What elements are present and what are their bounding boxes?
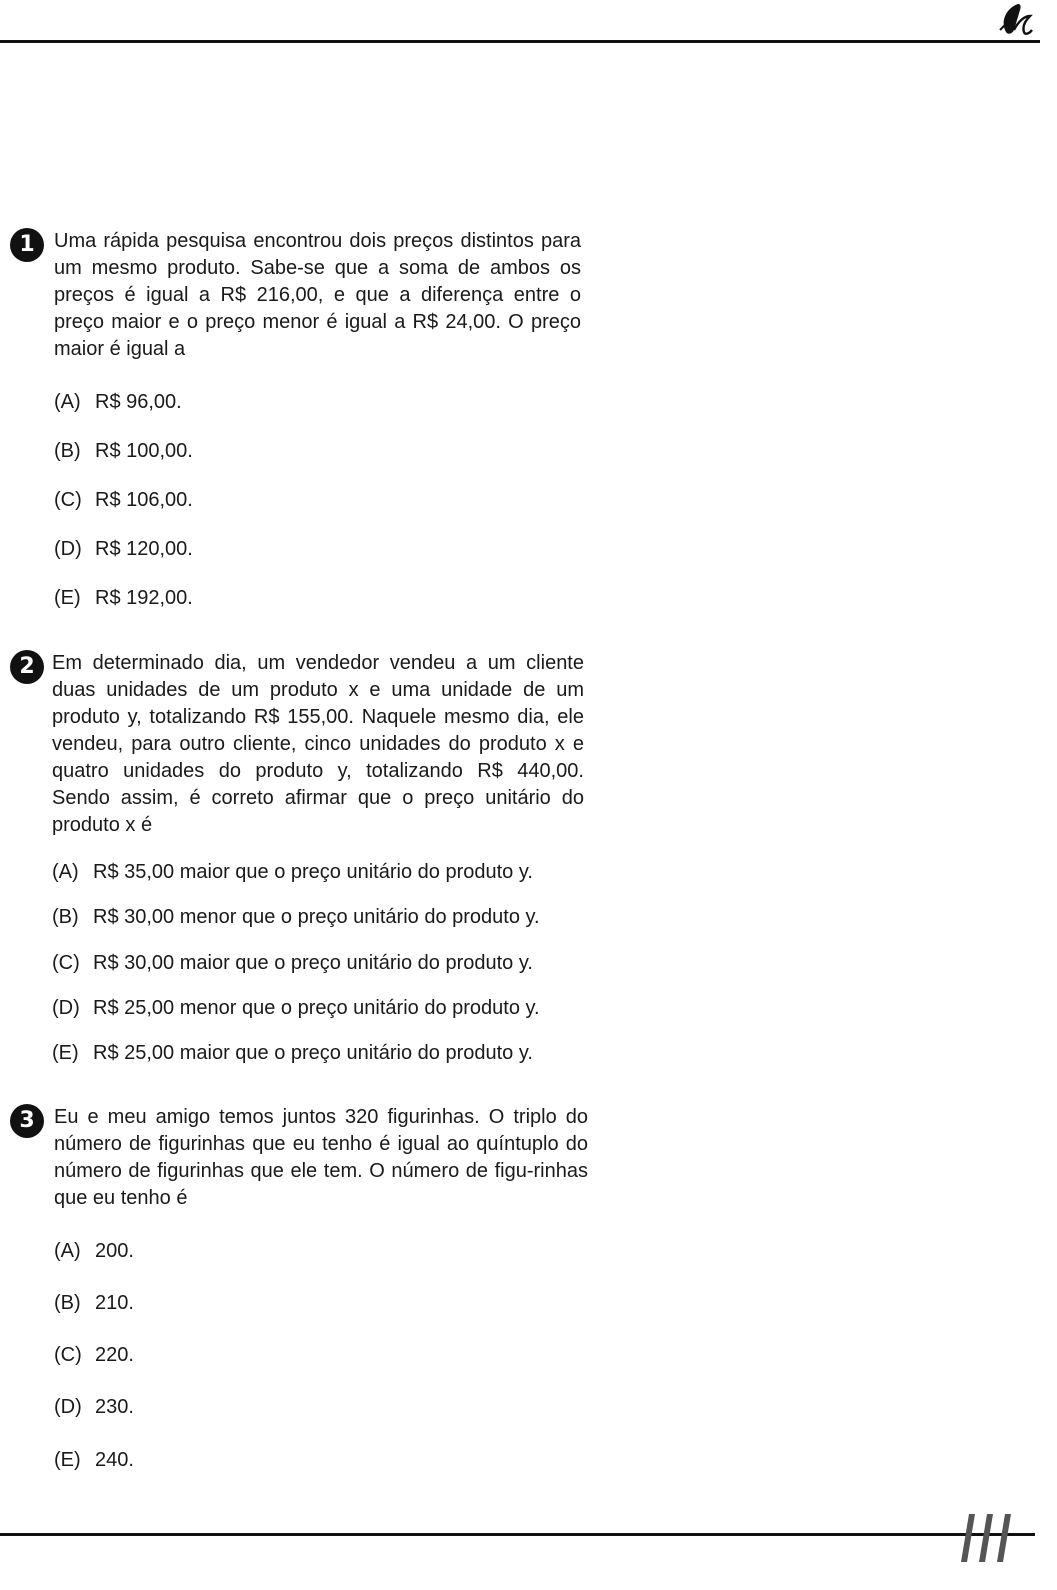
option-text: R$ 30,00 maior que o preço unitário do produto y. — [93, 952, 533, 974]
question-number-badge: 3 — [10, 1104, 44, 1138]
option-text: R$ 100,00. — [95, 440, 193, 462]
option-letter: (B) — [54, 1292, 81, 1314]
option-text: 210. — [95, 1292, 134, 1314]
option-text: R$ 106,00. — [95, 489, 193, 511]
option-text: 230. — [95, 1396, 134, 1418]
publisher-logo-icon — [994, 0, 1034, 40]
question-statement: Em determinado dia, um vendedor vendeu a um cliente duas unidades de um produto x e uma unidade de um produto y, totalizando R$ 155,00. Naquele mesmo dia, ele vendeu, para outro cliente, cinco unidades do produto x e quatro unidades do produto y, totalizando R$ 440,00. Sendo assim, é correto afirmar que o preço unitário do produto x é — [52, 652, 584, 836]
option-text: R$ 30,00 menor que o preço unitário do produto y. — [93, 906, 540, 928]
option-letter: (A) — [52, 861, 79, 883]
answer-option-a[interactable] — [52, 860, 533, 884]
option-letter: (A) — [54, 1240, 81, 1262]
footer-brand-stripes-icon — [955, 1510, 1015, 1566]
option-letter: (D) — [54, 1396, 82, 1418]
option-letter: (E) — [54, 587, 81, 609]
answer-option-b[interactable] — [52, 905, 540, 929]
option-text: R$ 25,00 maior que o preço unitário do produto y. — [93, 1042, 533, 1064]
option-letter: (E) — [54, 1449, 81, 1471]
question-statement: Eu e meu amigo temos juntos 320 figurinhas. O triplo do número de figurinhas que eu tenho é igual ao quíntuplo do número de figurinhas que ele tem. O número de figu-rinhas que eu tenho é — [54, 1106, 588, 1209]
answer-option-e[interactable] — [54, 1448, 134, 1472]
footer-divider — [0, 1533, 1035, 1536]
option-letter: (C) — [54, 1344, 82, 1366]
option-letter: (B) — [54, 440, 81, 462]
option-letter: (C) — [54, 489, 82, 511]
answer-option-c[interactable] — [52, 951, 533, 975]
answer-option-c[interactable] — [54, 488, 193, 512]
answer-option-d[interactable] — [52, 996, 540, 1020]
option-text: R$ 120,00. — [95, 538, 193, 560]
answer-option-a[interactable] — [54, 390, 182, 414]
option-text: R$ 192,00. — [95, 587, 193, 609]
option-text: R$ 96,00. — [95, 391, 182, 413]
answer-option-e[interactable] — [52, 1041, 533, 1065]
option-letter: (A) — [54, 391, 81, 413]
option-letter: (E) — [52, 1042, 79, 1064]
option-text: R$ 35,00 maior que o preço unitário do produto y. — [93, 861, 533, 883]
option-letter: (D) — [54, 538, 82, 560]
answer-option-b[interactable] — [54, 439, 193, 463]
answer-option-e[interactable] — [54, 586, 193, 610]
question-number-badge: 2 — [10, 650, 44, 684]
option-letter: (B) — [52, 906, 79, 928]
answer-option-b[interactable] — [54, 1291, 134, 1315]
answer-option-d[interactable] — [54, 537, 193, 561]
option-text: 240. — [95, 1449, 134, 1471]
answer-option-d[interactable] — [54, 1395, 134, 1419]
option-text: R$ 25,00 menor que o preço unitário do produto y. — [93, 997, 540, 1019]
question-number-badge: 1 — [10, 228, 44, 262]
option-text: 220. — [95, 1344, 134, 1366]
header-divider — [0, 40, 1040, 43]
option-text: 200. — [95, 1240, 134, 1262]
option-letter: (D) — [52, 997, 80, 1019]
option-letter: (C) — [52, 952, 80, 974]
answer-option-c[interactable] — [54, 1343, 134, 1367]
question-statement: Uma rápida pesquisa encontrou dois preços distintos para um mesmo produto. Sabe-se que a soma de ambos os preços é igual a R$ 216,00, e que a diferença entre o preço maior e o preço menor é igual a R$ 24,00. O preço maior é igual a — [54, 230, 581, 360]
answer-option-a[interactable] — [54, 1239, 134, 1263]
